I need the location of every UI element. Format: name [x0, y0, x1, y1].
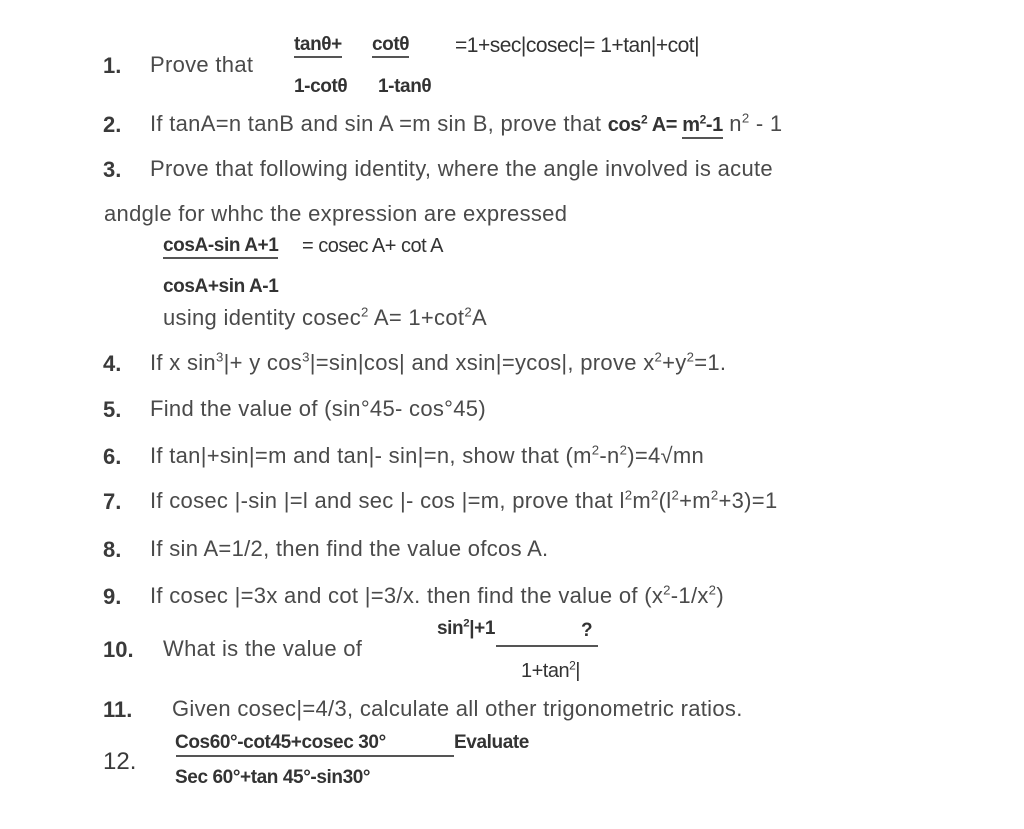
question-number: 3. — [103, 157, 122, 182]
question-7-text: If cosec |-sin |=l and sec |- cos |=m, prove that $l^2m^2(l^2+m^2+3)=1$ — [150, 487, 778, 513]
math-expression: $\cos^2 A= m^2-1$ — [608, 114, 723, 136]
fraction-2-denominator: 1-tanθ — [378, 76, 432, 97]
question-number: 6. — [103, 444, 122, 469]
fraction-denominator: cosA+sin A-1 — [163, 276, 279, 297]
question-number: 10. — [103, 637, 134, 662]
question-number: 4. — [103, 351, 122, 376]
question-number: 2. — [103, 112, 122, 137]
question-10-text: What is the value of — [163, 636, 363, 661]
question-3-line1: Prove that following identity, where the angle involved is acute — [150, 156, 773, 181]
question-number: 12. — [103, 748, 137, 775]
question-4-text: If x $\sin^3|+ y$ $\cos^3|=\sin|\cos|$ and xsin|=ycos|, prove $x^2+y^2=1$. — [150, 349, 727, 375]
question-2-text: If tanA=n tanB and sin A =m sin B, prove that $\cos^2 A= m^2-1$ $n^2 - 1$ — [150, 111, 782, 137]
question-number: 5. — [103, 397, 122, 422]
fraction-bar — [496, 645, 598, 647]
fraction-numerator: Cos60°-cot45+cosec 30° — [175, 732, 386, 753]
fraction-question-mark: ? — [581, 620, 593, 641]
identity-note: using identity cosec$^2$ $A= 1+\cot^2A$ — [163, 304, 487, 330]
question-8-text: If sin A=1/2, then find the value ofcos A. — [150, 536, 549, 561]
question-number: 11. — [103, 697, 133, 722]
question-9-text: If cosec |=3x and cot |=3/x. then find the value of $(x^2-1/x^2)$ — [150, 582, 724, 608]
fraction-1-numerator: tanθ+ — [294, 34, 342, 56]
fraction-2-numerator: cotθ — [372, 34, 409, 56]
fraction-denominator: Sec 60°+tan 45°-sin30° — [175, 767, 371, 788]
question-1-text: Prove that — [150, 52, 254, 77]
fraction-denominator: $1+\tan^2|$ — [521, 658, 580, 682]
fraction-numerator: cosA-sin A+1 — [163, 235, 278, 257]
question-1-rhs: =1+sec|cosec|= 1+tan|+cot| — [455, 34, 700, 57]
evaluate-label: Evaluate — [454, 732, 529, 753]
question-3-line2: andgle for whhc the expression are expressed — [104, 201, 568, 226]
question-11-text: Given cosec|=4/3, calculate all other trigonometric ratios. — [172, 696, 743, 721]
question-6-text: If tan|+sin|=m and tan|- sin|=n, show that $(m^2-n^2)=4√mn$ — [150, 442, 705, 468]
question-number: 7. — [103, 489, 122, 514]
fraction-numerator: $\sin^2|+1$ — [437, 617, 495, 639]
fraction-rhs: = cosec A+ cot A — [302, 235, 443, 257]
fraction-1-denominator: 1-cotθ — [294, 76, 348, 97]
question-5-text: Find the value of (sin°45- cos°45) — [150, 396, 486, 421]
question-number: 8. — [103, 537, 122, 562]
question-number: 1. — [103, 53, 122, 78]
fraction-bar — [176, 755, 454, 757]
question-number: 9. — [103, 584, 122, 609]
